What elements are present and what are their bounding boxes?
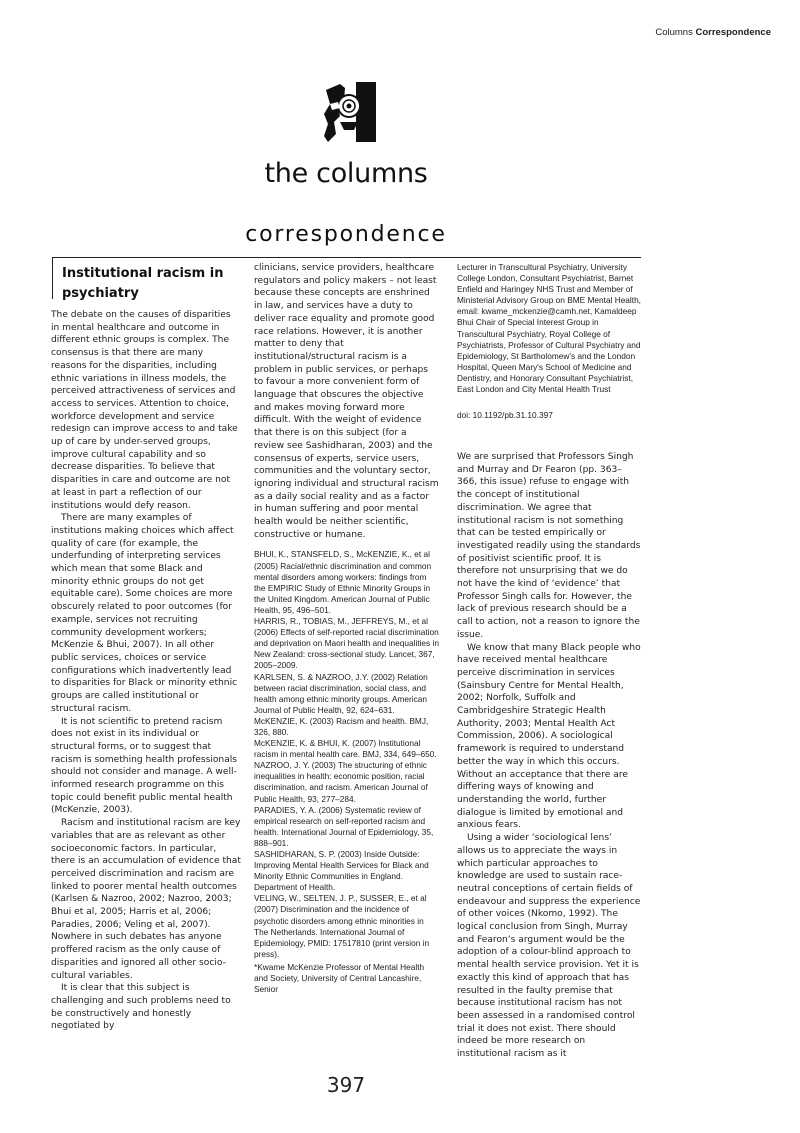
doi-link[interactable]: doi: 10.1192/pb.31.10.397 — [457, 410, 553, 420]
page-number: 397 — [326, 1073, 366, 1097]
paragraph: Racism and institutional racism are key variables that are as relevant as other socioeconomic factors. In particular, there is an accumulation of evidence that perceived discrimination and racism are linked to poorer mental health outcomes (Karlsen & Nazroo, 2002; Nazroo, 2003; Bhui et al, 2005; Harris et al, 2006; Paradies, 2006; Veling et al, 2007). Nowhere in such debates has anyone proffered racism as the only cause of disparities and ignored all other socio-cultural variables. — [51, 818, 241, 981]
running-head — [655, 27, 771, 38]
sub-section-title: correspondence — [245, 222, 447, 247]
paragraph: We know that many Black people who have received mental healthcare perceive discrimination in services (Sainsbury Centre for Mental Health, 2002; Norfolk, Suffolk and Cambridgeshire Strategic Health Authority, 2003; Mental Health Act Commission, 2006). A sociological framework is required to understand better the way in which this occurs. Without an acceptance that there are differing ways of knowing and understanding the world, further dialogue is limited by emotional and anxious fears. — [457, 642, 641, 831]
article-title: Institutional racism in psychiatry — [62, 266, 224, 301]
reference: McKENZIE, K. & BHUI, K. (2007) Institutional racism in mental health care. BMJ, 334, 649–650. — [254, 738, 437, 760]
paragraph: We are surprised that Professors Singh and Murray and Dr Fearon (pp. 363–366, this issue) refuse to engage with the concept of institutional discrimination. We agree that institutional racism is not something that can be tested empirically or investigated readily using the standards of positivist scientific proof. It is therefore not unsurprising that we do not have the kind of ‘evidence’ that Professor Singh calls for. However, the lack of previous research should be a call to action, not a reason to ignore the issue. — [457, 452, 641, 640]
reference: NAZROO, J. Y. (2003) The structuring of ethnic inequalities in health: economic position, racial discrimination, and racism. American Journal of Public Health, 93, 277–284. — [254, 760, 428, 804]
references-list — [254, 549, 439, 959]
author-signature: *Kwame McKenzie Professor of Mental Health and Society, University of Central Lancashire, Senior — [254, 961, 425, 995]
column-1 — [51, 309, 241, 1033]
reference: BHUI, K., STANSFELD, S., McKENZIE, K., et al (2005) Racial/ethnic discrimination and common mental disorders among workers: findings from the EMPIRIC Study of Ethnic Minority Groups in the United Kingdom. American Journal of Public Health, 95, 496–501. — [254, 549, 432, 615]
column-3 — [457, 451, 642, 1061]
header-rule — [52, 257, 641, 258]
running-head-section: Columns — [655, 27, 693, 38]
section-title: the columns — [264, 158, 428, 189]
title-side-rule — [52, 257, 53, 299]
paragraph: It is clear that this subject is challenging and such problems need to be constructively and honestly negotiated by — [51, 983, 231, 1032]
paragraph: The debate on the causes of disparities in mental healthcare and outcome in different ethnic groups is complex. The consensus is that there are many reasons for the disparities, including ethnic variations in illness models, the perceived attractiveness of services and access to services. Attention to choice, workforce development and service redesign can improve access to and take up of care by under-served groups, improve cultural capability and so decrease disparities. To believe that disparities in care and outcome are not at least in part a reflection of our institutions would defy reason. — [51, 310, 238, 511]
reference: HARRIS, R., TOBIAS, M., JEFFREYS, M., et al (2006) Effects of self-reported racial discrimination and deprivation on Maori health and inequalities in New Zealand: cross-sectional study. Lancet, 367, 2005–2009. — [254, 616, 439, 671]
paragraph: clinicians, service providers, healthcare regulators and policy makers – not least because these concepts are enshrined in law, and services have a duty to deliver race equality and promote good race relations. However, it is another matter to deny that institutional/structural racism is a problem in public services, or perhaps to favour a more convenient form of language that obscures the objective and makes moving forward more difficult. With the weight of evidence that there is on this subject (for a review see Sashidharan, 2003) and the consensus of experts, service users, communities and the voluntary sector, ignoring individual and structural racism as a daily social reality and as a factor in human suffering and poor mental health would be neither scientific, constructive or humane. — [254, 263, 439, 540]
reference: VELING, W., SELTEN, J. P., SUSSER, E., et al (2007) Discrimination and the incidence of psychotic disorders among ethnic minorities in The Netherlands. International Journal of Epidemiology, PMID: 17517810 (print version in press). — [254, 893, 430, 959]
author-affiliations: Lecturer in Transcultural Psychiatry, University College London, Consultant Psychiatrist, Barnet Enfield and Haringey NHS Trust and Member of Ministerial Advisory Group on BME Mental Health, email: kwame_mckenzie@camh.net, Kamaldeep Bhui Chair of Special Interest Group in Transcultural Psychiatry, Royal College of Psychiatrists, Professor of Cultural Psychiatry and Epidemiology, St Bartholomew's and the London Hospital, Queen Mary's School of Medicine and Dentistry, and Honorary Consultant Psychiatrist, East London and City Mental Health Trust — [457, 262, 641, 395]
paragraph: Using a wider ‘sociological lens’ allows us to appreciate the ways in which particular approaches to knowledge are used to sustain race-neutral conceptions of certain fields of endeavour and suppress the experience of other voices (Nkomo, 1992). The logical conclusion from Singh, Murray and Fearon’s argument would be the adoption of a colour-blind approach to mental health service provision. Yet it is exactly this kind of approach that has resulted in the faulty premise that because institutional racism has not been assessed in a randomised control trial it does not exist. There should indeed be more research on institutional racism as it — [457, 833, 641, 1060]
reference: McKENZIE, K. (2003) Racism and health. BMJ, 326, 880. — [254, 715, 429, 737]
paragraph: There are many examples of institutions making choices which affect quality of care (for example, the underfunding of interpreting services which mean that some Black and minority ethnic groups do not get equitable care). Some choices are more obscurely related to poor outcomes (for example, services not recruiting community development workers; McKenzie & Bhui, 2007). In all other public services, choices or service configurations which inadvertently lead to disparities for Black or minority ethnic groups are called institutional or structural racism. — [51, 513, 238, 714]
reference: SASHIDHARAN, S. P. (2003) Inside Outside: Improving Mental Health Services for Black and Minority Ethnic Communities in England. Department of Health. — [254, 849, 429, 893]
columns-logo — [318, 78, 380, 148]
paragraph: It is not scientific to pretend racism does not exist in its individual or structural forms, or to suggest that racism is something health professionals should not consider and manage. A well-informed research programme on this topic could benefit public mental health (McKenzie, 2003). — [51, 716, 238, 816]
reference: PARADIES, Y. A. (2006) Systematic review of empirical research on self-reported racism and health. International Journal of Epidemiology, 35, 888–901. — [254, 804, 434, 848]
running-head-subsection: Correspondence — [695, 27, 771, 38]
column-2 — [254, 262, 439, 995]
reference: KARLSEN, S. & NAZROO, J.Y. (2002) Relation between racial discrimination, social class, and health among ethnic minority groups. American Journal of Public Health, 92, 624–631. — [254, 671, 428, 715]
